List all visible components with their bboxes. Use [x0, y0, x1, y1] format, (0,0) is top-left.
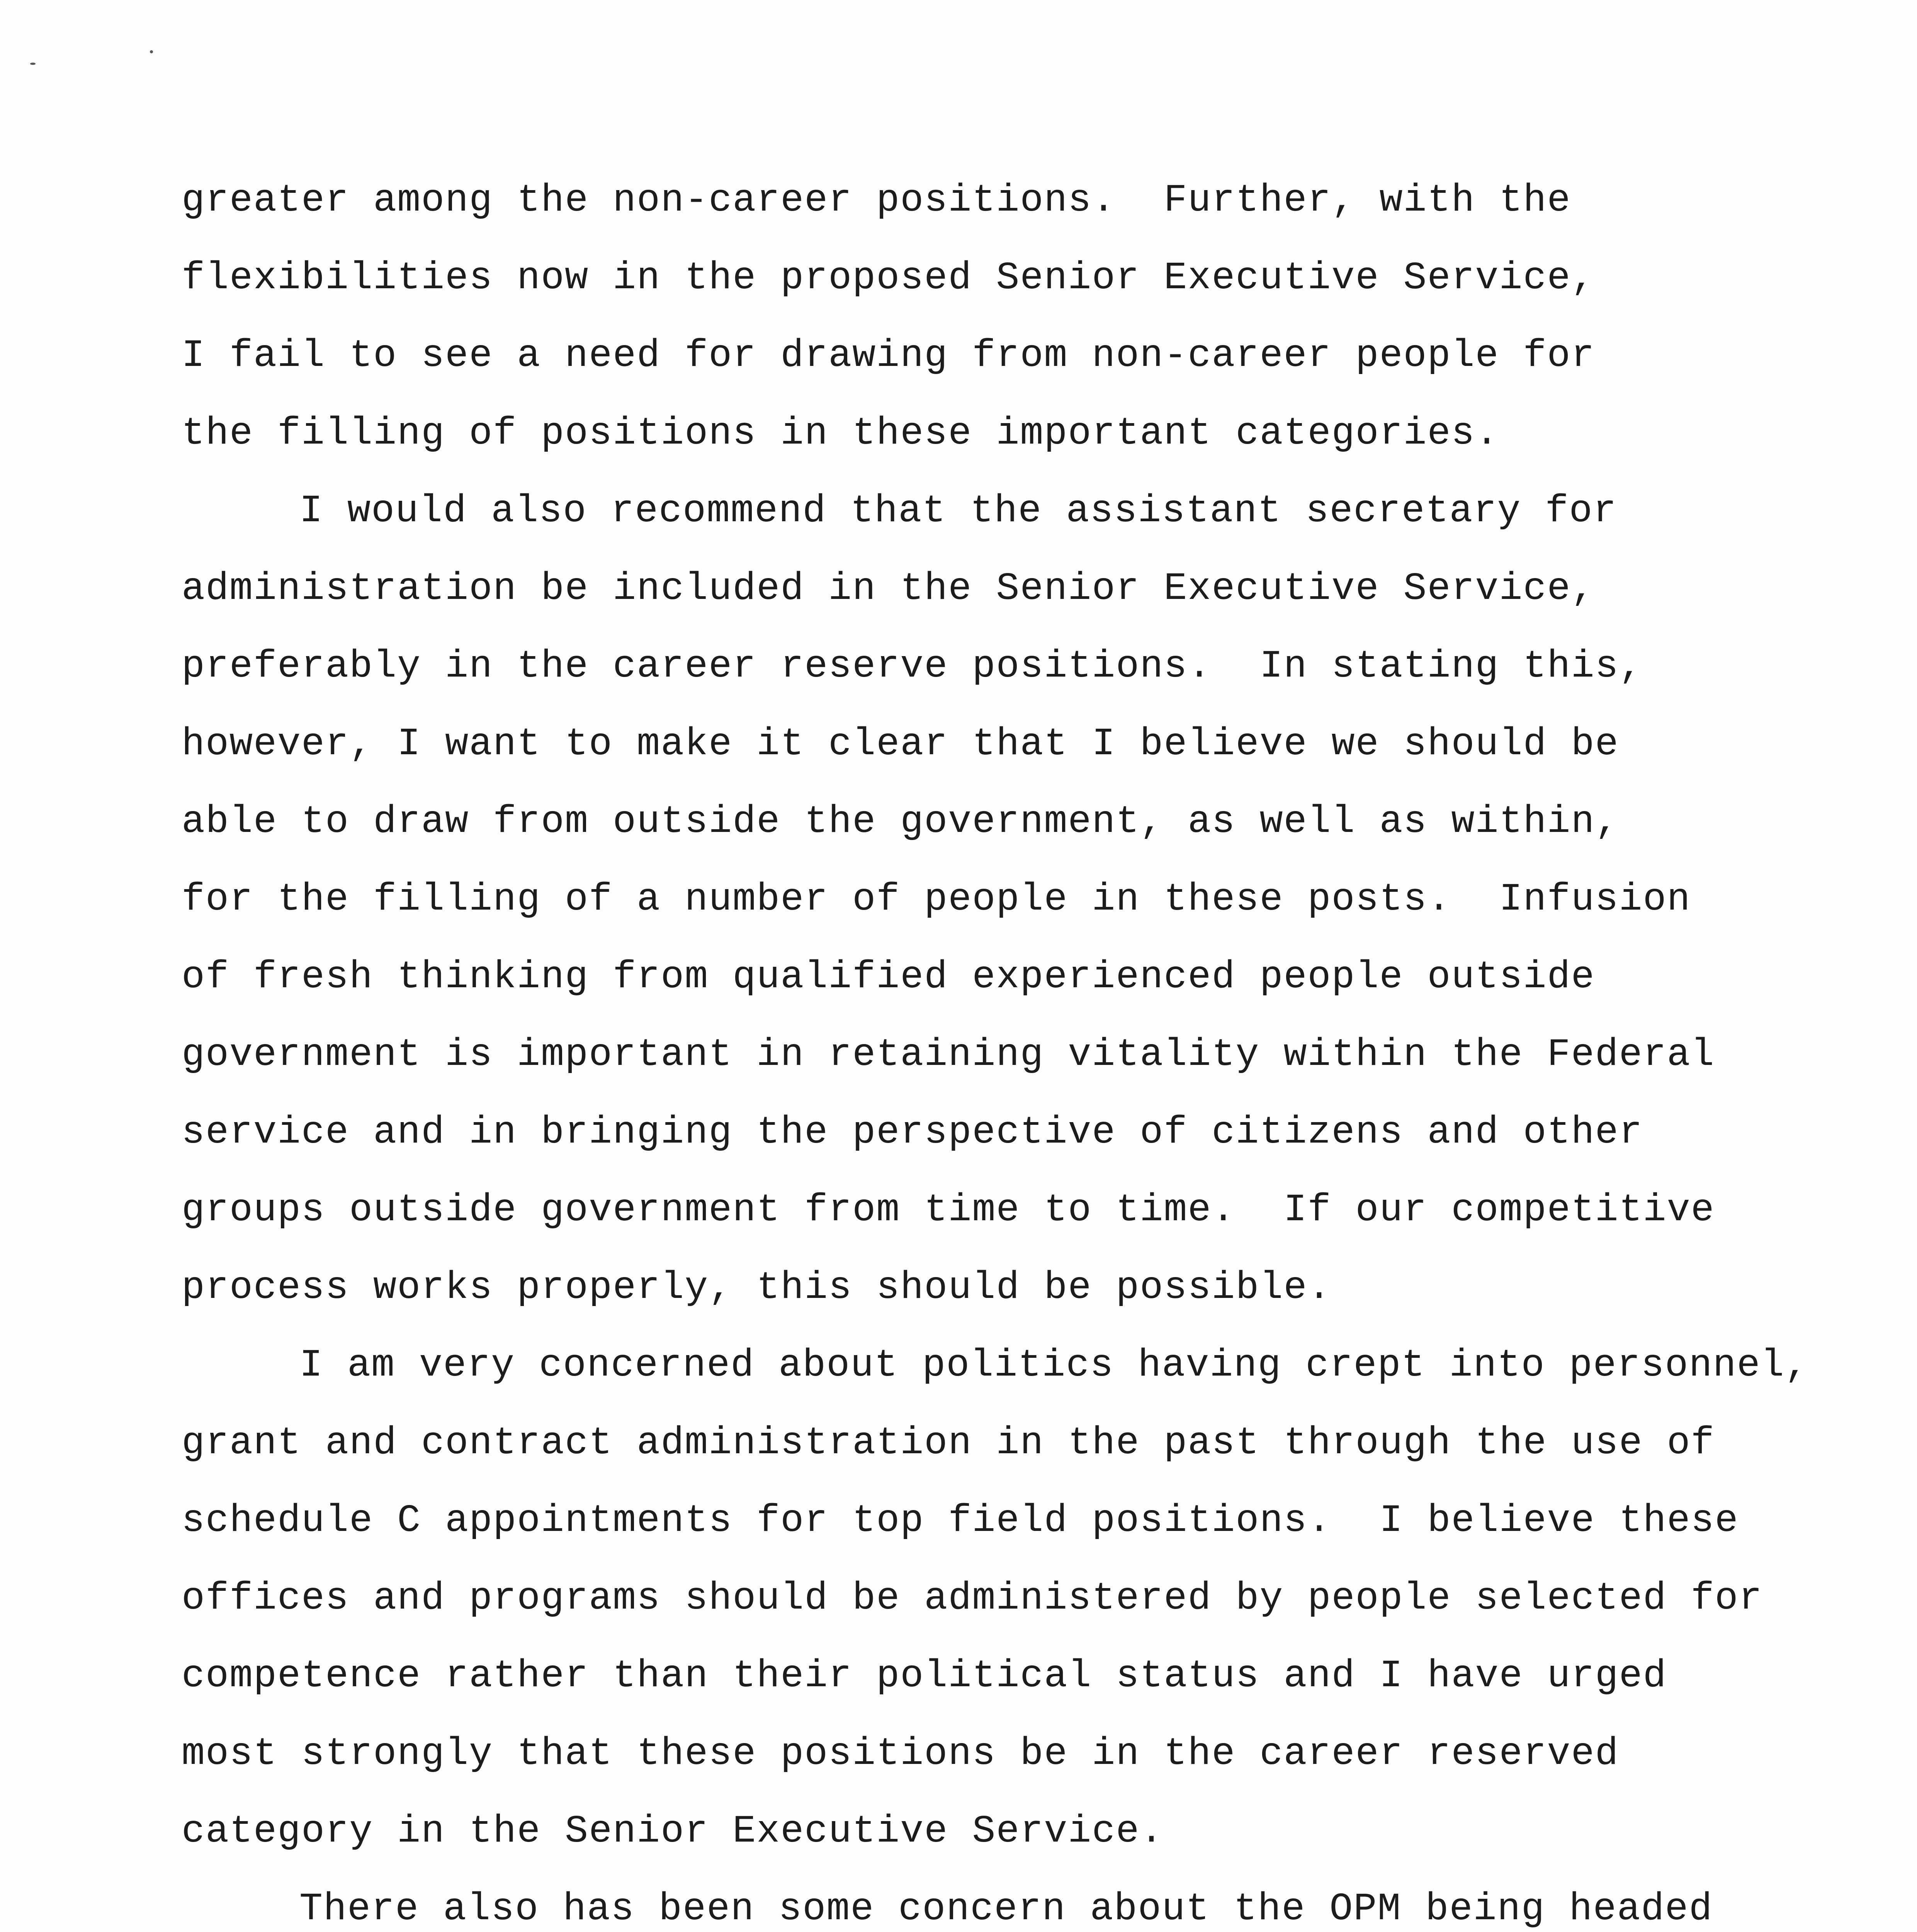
text-line: service and in bringing the perspective of citizens and other	[182, 1111, 1643, 1155]
text-line: category in the Senior Executive Service.	[182, 1810, 1164, 1854]
text-line: I fail to see a need for drawing from non-career people for	[182, 334, 1595, 378]
text-line: process works properly, this should be possible.	[182, 1266, 1332, 1310]
text-line: flexibilities now in the proposed Senior Executive Service,	[182, 257, 1595, 300]
text-line: government is important in retaining vitality within the Federal	[182, 1033, 1715, 1077]
text-line: able to draw from outside the government, as well as within,	[182, 800, 1619, 844]
text-line: schedule C appointments for top field positions. I believe these	[182, 1499, 1739, 1543]
text-line: greater among the non-career positions. Further, with the	[182, 179, 1571, 223]
paragraph-4	[182, 1881, 1843, 1932]
text-line: most strongly that these positions be in the career reserved	[182, 1732, 1619, 1776]
text-line: for the filling of a number of people in these posts. Infusion	[182, 878, 1691, 922]
paragraph-3	[182, 1337, 1843, 1881]
text-line: competence rather than their political status and I have urged	[182, 1655, 1667, 1698]
text-line: administration be included in the Senior Executive Service,	[182, 567, 1595, 611]
text-line: preferably in the career reserve positions. In stating this,	[182, 645, 1643, 689]
text-line: grant and contract administration in the past through the use of	[182, 1422, 1715, 1465]
text-line: of fresh thinking from qualified experienced people outside	[182, 956, 1595, 999]
text-line: however, I want to make it clear that I believe we should be	[182, 723, 1619, 766]
text-line: offices and programs should be administered by people selected for	[182, 1577, 1763, 1621]
body-text	[182, 172, 1843, 1932]
text-line: I would also recommend that the assistant secretary for	[299, 490, 1617, 533]
paragraph-1	[182, 172, 1843, 483]
text-line: I am very concerned about politics having crept into personnel,	[299, 1344, 1809, 1388]
text-line: groups outside government from time to time. If our competitive	[182, 1189, 1715, 1232]
text-line: There also has been some concern about the OPM being headed	[299, 1888, 1713, 1931]
paragraph-2	[182, 483, 1843, 1337]
text-line: the filling of positions in these important categories.	[182, 412, 1499, 456]
scan-speck	[30, 63, 36, 65]
scan-speck	[150, 50, 153, 53]
